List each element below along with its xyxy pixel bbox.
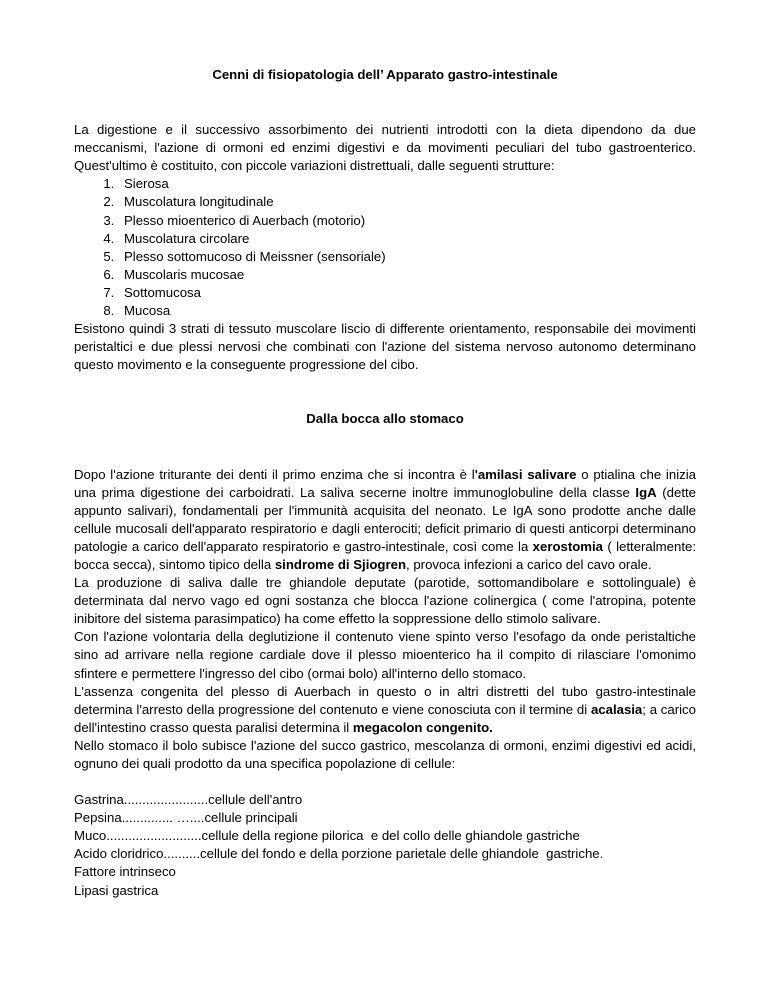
text: (dette appunto salivari), fondamentali per l'immunità acquisita del neonato. Le IgA sono prodotte anche dalle cellule mucosali dell'apparato respiratorio e dagli enterociti; deficit primario di questi anticorpi determinano patologie a carico dell'apparato respiratorio e gastro-intestinale, così come la: [74, 484, 697, 554]
list-item: Gastrina.......................cellule dell'antro: [74, 792, 303, 808]
list-item: 8. Mucosa: [118, 302, 696, 320]
spacer: [74, 773, 696, 791]
bold-term: 'amilasi salivare: [474, 466, 577, 482]
layers-list: [74, 175, 696, 320]
list-item: Lipasi gastrica: [74, 882, 159, 898]
paragraph-auerbach: [74, 683, 696, 737]
bold-term: acalasia: [590, 701, 643, 717]
list-item: 4. Muscolatura circolare: [118, 230, 696, 248]
list-item: Pepsina.............. …....cellule principali: [74, 810, 298, 826]
paragraph-deglutizione: Con l'azione volontaria della deglutizione il contenuto viene spinto verso l'esofago da onde peristaltiche sino ad arrivare nella regione cardiale dove il plesso mioenterico ha il compito di rilasciare l'omonimo sfintere e permettere l'ingresso del cibo (ormai bolo) all'interno dello stomaco.: [74, 629, 696, 681]
bold-term: IgA: [635, 484, 657, 500]
bold-term: megacolon congenito.: [352, 719, 493, 735]
text: Dopo l'azione triturante dei denti il primo enzima che si incontra è l: [74, 466, 475, 482]
document-page: [74, 66, 696, 900]
bold-term: xerostomia: [532, 538, 604, 554]
list-item: 3. Plesso mioenterico di Auerbach (motorio): [118, 212, 696, 230]
list-item: Muco..........................cellule della regione pilorica e del collo delle ghiandole gastriche: [74, 828, 580, 844]
list-item: 1. Sierosa: [118, 175, 696, 193]
list-item: 6. Muscolaris mucosae: [118, 266, 696, 284]
paragraph-stomaco: Nello stomaco il bolo subisce l'azione del succo gastrico, mescolanza di ormoni, enzimi digestivi ed acidi, ognuno dei quali prodotto da una specifica popolazione di cellule:: [74, 737, 696, 771]
text: , provoca infezioni a carico del cavo orale.: [406, 556, 652, 572]
list-item: 7. Sottomucosa: [118, 284, 696, 302]
list-item: 5. Plesso sottomucoso di Meissner (sensoriale): [118, 248, 696, 266]
section-title: Dalla bocca allo stomaco: [306, 411, 464, 427]
document-title: Cenni di fisiopatologia dell’ Apparato gastro-intestinale: [212, 67, 558, 82]
list-item: 2. Muscolatura longitudinale: [118, 193, 696, 211]
text: ; a carico dell'intestino crasso questa paralisi determina il: [74, 701, 696, 735]
list-item: Fattore intrinseco: [74, 864, 176, 880]
secretions-list: [74, 791, 696, 900]
list-item: Acido cloridrico..........cellule del fondo e della porzione parietale delle ghiandole gastriche.: [74, 846, 604, 862]
text: o ptialina che inizia una prima digestione dei carboidrati. La saliva secerne inoltre immunoglobuline della classe: [74, 466, 696, 500]
after-list-paragraph: Esistono quindi 3 strati di tessuto muscolare liscio di differente orientamento, responsabile dei movimenti peristaltici e due plessi nervosi che combinati con l'azione del sistema nervoso autonomo determinano questo movimento e la conseguente progressione del cibo.: [74, 321, 696, 373]
paragraph-saliva: La produzione di saliva dalle tre ghiandole deputate (parotide, sottomandibolare e sottolinguale) è determinata dal nervo vago ed ogni sostanza che blocca l'azione colinergica ( come l'atropina, potente inibitore del sistema parasimpatico) ha come effetto la soppressione dello stimolo salivare.: [74, 575, 696, 627]
paragraph-amilasi: [74, 466, 696, 575]
bold-term: sindrome di Sjiogren: [274, 556, 407, 572]
text: ( letteralmente: bocca secca), sintomo tipico della: [74, 538, 697, 572]
intro-paragraph: La digestione e il successivo assorbimento dei nutrienti introdotti con la dieta dipendono da due meccanismi, l'azione di ormoni ed enzimi digestivi e da movimenti peculiari del tubo gastroenterico. Quest'ultimo è costituito, con piccole variazioni distrettuali, dalle seguenti strutture:: [74, 122, 696, 174]
text: L'assenza congenita del plesso di Auerbach in questo o in altri distretti del tubo gastro-intestinale determina l'arresto della progressione del contenuto e viene conosciuta con il termine di: [74, 683, 696, 717]
